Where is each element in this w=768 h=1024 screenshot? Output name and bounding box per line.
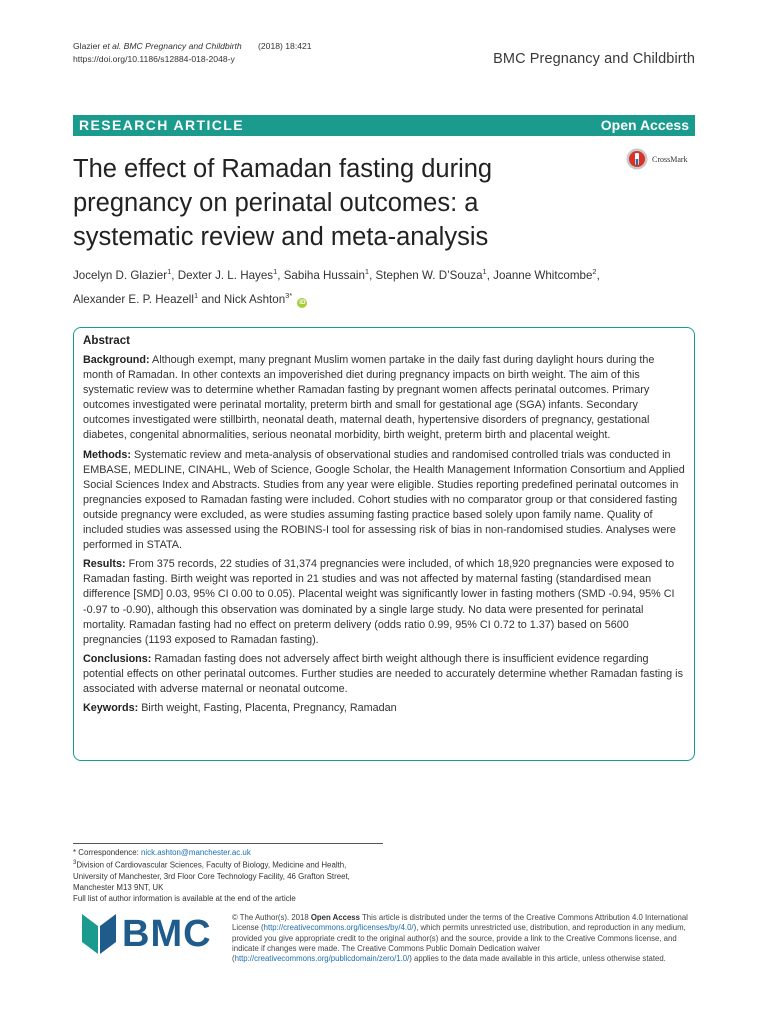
bmc-logo-icon <box>82 914 116 954</box>
abstract-heading: Abstract <box>83 334 131 347</box>
license-link-by[interactable]: http://creativecommons.org/licenses/by/4.0/ <box>263 923 414 933</box>
author-info-note: Full list of author information is available at the end of the article <box>73 894 296 903</box>
abstract-methods: Methods: Systematic review and meta-analysis of observational studies and randomised controlled trials was conducted in EMBASE, MEDLINE, CINAHL, Web of Science, Google Scholar, the Health Management Information Consortium and Applied Social Sciences Index and Abstracts. Studies from any year were eligible. Studies reporting predefined perinatal outcomes in pregnancies exposed to Ramadan fasting were included. Cohort studies with no comparator group or that considered fasting outside pregnancy were excluded, as were studies assuming fasting practice based solely upon family name. Quality of included studies was assessed using the ROBINS-I tool for assessing risk of bias in non-randomised studies. Analyses were performed in STATA. <box>83 448 685 552</box>
author-list: Jocelyn D. Glazier$^1$, Dexter J. L. Hayes$^1$, Sabiha Hussain$^1$, Stephen W. D’Souza$^1$, Joanne Whitcombe$^2$, Alexander E. P. Heazell$^1$ and Nick Ashton$^{3*}$ iD <box>73 267 600 306</box>
doi-link[interactable]: https://doi.org/10.1186/s12884-018-2048-y <box>73 54 235 64</box>
affiliation: $^3$Division of Cardiovascular Sciences, Faculty of Biology, Medicine and Health, University of Manchester, 3rd Floor Core Technology Facility, 46 Grafton Street, Manchester M13 9NT, UK <box>73 860 350 892</box>
crossmark-label: CrossMark <box>652 154 688 164</box>
citation-etal: et al. <box>102 41 122 51</box>
citation-line <box>73 40 312 53</box>
author[interactable]: Jocelyn D. Glazier$^1$ <box>73 267 172 282</box>
author[interactable]: Alexander E. P. Heazell$^1$ <box>73 290 199 306</box>
author[interactable]: Stephen W. D’Souza$^1$ <box>375 267 487 282</box>
citation-header <box>73 40 312 66</box>
abstract-conclusions: Conclusions: Ramadan fasting does not adversely affect birth weight although there is insufficient evidence regarding potential effects on other perinatal outcomes. Further studies are needed to accurately determine whether Ramadan fasting is associated with adverse maternal or neonatal outcome. <box>83 652 683 695</box>
bmc-logo <box>82 911 220 957</box>
article-title: The effect of Ramadan fasting during pregnancy on perinatal outcomes: a systematic review and meta-analysis <box>73 155 493 251</box>
crossmark-icon <box>626 148 648 170</box>
crossmark-badge[interactable] <box>626 148 688 170</box>
article-type-label: RESEARCH ARTICLE <box>79 117 244 133</box>
license-statement: © The Author(s). 2018 Open Access This article is distributed under the terms of the Creative Commons Attribution 4.0 International License (http://creativecommons.org/licenses/by/4.0/), which permits unrestricted use, distribution, and reproduction in any medium, provided you give appropriate credit to the original author(s) and the source, provide a link to the Creative Commons license, and indicate if changes were made. The Creative Commons Public Domain Dedication waiver (http://creativecommons.org/publicdomain/zero/1.0/) applies to the data made available in this article, unless otherwise stated. <box>232 913 688 964</box>
correspondence-line: * Correspondence: nick.ashton@manchester.ac.uk <box>73 848 251 857</box>
correspondence-footnote <box>73 843 383 904</box>
bmc-logo-text: BMC <box>122 912 212 955</box>
orcid-icon[interactable]: iD <box>299 298 306 306</box>
citation-authors: Glazier <box>73 41 101 51</box>
author[interactable]: Joanne Whitcombe$^2$ <box>493 267 597 282</box>
license-link-zero[interactable]: http://creativecommons.org/publicdomain/zero/1.0/ <box>234 954 410 964</box>
author[interactable]: Nick Ashton$^{3*}$ <box>223 290 293 306</box>
abstract-background: Background: Although exempt, many pregnant Muslim women partake in the daily fast during daylight hours during the month of Ramadan. In other contexts an impoverished diet during pregnancy impacts on birth weight. The aim of this systematic review was to determine whether Ramadan fasting by pregnant women affects perinatal outcomes. Primary outcomes investigated were perinatal mortality, preterm birth and small for gestational age (SGA) infants. Secondary outcomes investigated were stillbirth, neonatal death, maternal death, hypertensive disorders of pregnancy, gestational diabetes, congenital abnormalities, serious neonatal morbidity, birth weight, preterm birth and placental weight. <box>83 354 655 442</box>
abstract-box <box>73 327 695 761</box>
article-type-band <box>73 115 695 136</box>
citation-year-volume: (2018) 18:421 <box>258 41 312 51</box>
abstract-keywords: Keywords: Birth weight, Fasting, Placenta, Pregnancy, Ramadan <box>83 702 397 715</box>
abstract-results: Results: From 375 records, 22 studies of 31,374 pregnancies were included, of which 18,920 pregnancies were exposed to Ramadan fasting. Birth weight was reported in 21 studies and was not affected by maternal fasting (standardised mean difference [SMD] 0.03, 95% CI 0.00 to 0.05). Placental weight was significantly lower in fasting mothers (SMD -0.94, 95% CI -0.97 to -0.90), although this observation was dominated by a single large study. No data were presented for perinatal mortality. Ramadan fasting had no effect on preterm delivery (odds ratio 0.99, 95% CI 0.72 to 1.37) based on 5600 pregnancies (1193 exposed to Ramadan fasting). <box>83 558 675 646</box>
author[interactable]: Dexter J. L. Hayes$^1$ <box>177 267 278 282</box>
open-access-label: Open Access <box>600 117 689 133</box>
correspondence-email[interactable]: nick.ashton@manchester.ac.uk <box>141 848 251 857</box>
license-open-access: Open Access <box>310 913 360 922</box>
journal-name: BMC Pregnancy and Childbirth <box>493 51 695 67</box>
citation-journal: BMC Pregnancy and Childbirth <box>123 41 242 51</box>
author[interactable]: Sabiha Hussain$^1$ <box>283 267 370 282</box>
